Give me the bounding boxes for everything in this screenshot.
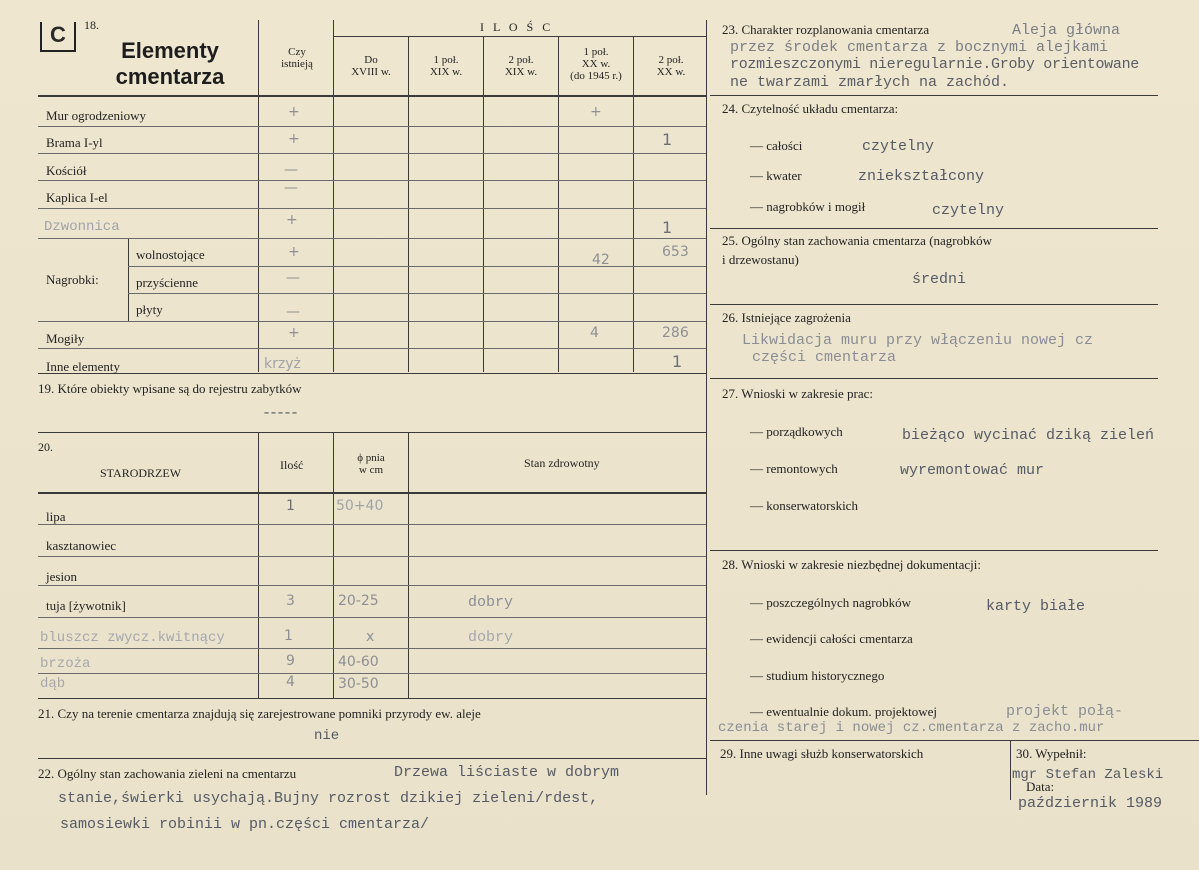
q23-text4: ne twarzami zmarłych na zachód. <box>730 74 1010 91</box>
box-letter: C <box>40 22 76 52</box>
row-c5-dzwonnica: 1 <box>662 218 673 237</box>
col-header-1: Do XVIII w. <box>351 54 391 78</box>
q20-header: STARODRZEW <box>100 466 182 480</box>
tree-health-bluszcz: dobry <box>468 629 514 646</box>
tree-count-lipa: 1 <box>286 498 295 514</box>
tree-diam-dab: 30-50 <box>338 676 379 692</box>
row-c4-mur: + <box>590 104 602 120</box>
q24-item2-value: zniekształcony <box>858 168 985 185</box>
mogily-exists: + <box>288 325 300 341</box>
q24-item2-label: — kwater <box>750 168 802 183</box>
q28-label: 28. Wnioski w zakresie niezbędnej dokumentacji: <box>722 557 981 572</box>
q28-item1-value: karty białe <box>986 598 1086 615</box>
tree-diam-bluszcz: x <box>366 629 375 645</box>
q22-text1: Drzewa liściaste w dobrym <box>394 764 620 781</box>
col-header-5: 2 poł. XX w. <box>656 54 686 78</box>
title-line1: Elementy <box>121 38 219 63</box>
q22-text3: samosiewki robinii w pn.części cmentarza/ <box>60 816 430 833</box>
q20-col-pnia: ϕ pnia w cm <box>357 452 385 476</box>
q21-label: 21. Czy na terenie cmentarza znajdują się zarejestrowane pomniki przyrody ew. aleje <box>38 706 481 721</box>
title-line2: cmentarza <box>115 64 225 89</box>
tree-name-bluszcz: bluszcz zwycz.kwitnący <box>40 630 225 646</box>
row-label-kosciol: Kościół <box>46 163 87 178</box>
section-number: 18. <box>84 18 99 32</box>
q23-text2: przez środek cmentarza z bocznymi alejkami <box>730 39 1109 56</box>
tree-count-tuja: 3 <box>286 593 295 609</box>
q26-text2: części cmentarza <box>752 349 897 366</box>
q20-col-stan: Stan zdrowotny <box>524 456 600 470</box>
q23-text1: Aleja główna <box>1012 22 1121 39</box>
row-label-brama: Brama I-yl <box>46 135 103 150</box>
q23-text3: rozmieszczonymi nieregularnie.Groby orientowane <box>730 56 1139 73</box>
q19-answer: ----- <box>262 405 298 422</box>
col-header-3: 2 poł. XIX w. <box>504 54 538 78</box>
q29-label: 29. Inne uwagi służb konserwatorskich <box>720 746 924 761</box>
tree-count-brzoza: 9 <box>286 653 295 669</box>
tree-diam-brzoza: 40-60 <box>338 654 379 670</box>
col-header-4: 1 poł. XX w. (do 1945 r.) <box>570 46 622 82</box>
row-exists-dzwonnica: + <box>286 212 298 228</box>
q28-item4-label: — ewentualnie dokum. projektowej <box>750 704 938 719</box>
q30-date-label: Data: <box>1026 779 1055 794</box>
nagrobki-przysc-label: przyścienne <box>136 275 199 290</box>
tree-diam-lipa: 50+40 <box>336 498 384 514</box>
section-title <box>100 38 240 90</box>
nagrobki-plyty-exists: — <box>286 304 300 320</box>
tree-count-dab: 4 <box>286 674 295 690</box>
q27-item1-value: bieżąco wycinać dziką zieleń <box>902 427 1155 444</box>
col-header-2: 1 poł. XIX w. <box>429 54 463 78</box>
tree-name-jesion: jesion <box>46 569 78 584</box>
nagrobki-wolno-c5: 653 <box>662 244 689 260</box>
nagrobki-wolno-label: wolnostojące <box>136 247 205 262</box>
row-exists-brama: + <box>288 131 300 147</box>
mogily-c5: 286 <box>662 325 689 341</box>
tree-health-tuja: dobry <box>468 594 514 611</box>
q23-label: 23. Charakter rozplanowania cmentarza <box>722 22 930 37</box>
q26-label: 26. Istniejące zagrożenia <box>722 310 851 325</box>
row-exists-kosciol: — <box>284 162 298 178</box>
q24-item3-value: czytelny <box>932 202 1005 219</box>
tree-diam-tuja: 20-25 <box>338 593 379 609</box>
row-c5-brama: 1 <box>662 130 673 149</box>
q28-item1-label: — poszczególnych nagrobków <box>750 595 912 610</box>
q30-label: 30. Wypełnił: <box>1016 746 1087 761</box>
q24-item1-value: czytelny <box>862 138 935 155</box>
q27-label: 27. Wnioski w zakresie prac: <box>722 386 874 401</box>
mogily-c4: 4 <box>590 325 599 341</box>
q24-item3-label: — nagrobków i mogił <box>750 199 866 214</box>
q20-col-ilosc: Ilość <box>280 458 304 472</box>
inne-label: Inne elementy <box>46 359 120 374</box>
q27-item3-label: — konserwatorskich <box>750 498 858 513</box>
tree-name-brzoza: brzoża <box>40 656 91 672</box>
nagrobki-wolno-c4: 42 <box>592 252 610 268</box>
q19-label: 19. Które obiekty wpisane są do rejestru zabytków <box>38 381 302 396</box>
q28-item3-label: — studium historycznego <box>750 668 885 683</box>
q27-item2-value: wyremontować mur <box>900 462 1045 479</box>
tree-name-dab: dąb <box>40 676 66 692</box>
q26-text1: Likwidacja muru przy włączeniu nowej cz <box>742 332 1094 349</box>
q27-item2-label: — remontowych <box>750 461 838 476</box>
nagrobki-przysc-exists: — <box>286 270 300 286</box>
q25-label2: i drzewostanu) <box>722 252 799 267</box>
tree-count-bluszcz: 1 <box>284 628 293 644</box>
q22-text2: stanie,świerki usychają.Bujny rozrost dzikiej zieleni/rdest, <box>58 790 599 807</box>
row-exists-mur: + <box>288 104 300 120</box>
q24-item1-label: — całości <box>750 138 803 153</box>
mogily-label: Mogiły <box>46 331 85 346</box>
q20-number: 20. <box>38 440 53 454</box>
nagrobki-label: Nagrobki: <box>46 272 99 287</box>
q28-continuation: czenia starej i nowej cz.cmentarza z zacho.mur <box>718 720 1105 736</box>
q24-label: 24. Czytelność układu cmentarza: <box>722 101 899 116</box>
q25-value: średni <box>912 271 967 288</box>
inne-c5: 1 <box>672 352 683 371</box>
row-exists-kaplica: — <box>284 180 298 196</box>
q22-label: 22. Ogólny stan zachowania zieleni na cmentarzu <box>38 766 297 781</box>
ilosc-header: I L O Ś C <box>480 20 554 34</box>
tree-name-tuja: tuja [żywotnik] <box>46 598 126 613</box>
tree-name-lipa: lipa <box>46 509 66 524</box>
tree-name-kasztanowiec: kasztanowiec <box>46 538 117 553</box>
row-label-kaplica: Kaplica I-el <box>46 190 108 205</box>
nagrobki-wolno-exists: + <box>288 244 300 260</box>
q28-item2-label: — ewidencji całości cmentarza <box>750 631 913 646</box>
q21-answer: nie <box>314 728 340 744</box>
q27-item1-label: — porządkowych <box>750 424 843 439</box>
q25-label1: 25. Ogólny stan zachowania cmentarza (nagrobków <box>722 233 993 248</box>
q30-date: październik 1989 <box>1018 795 1163 812</box>
nagrobki-plyty-label: płyty <box>136 302 163 317</box>
q30-name: mgr Stefan Zaleski <box>1012 767 1164 783</box>
inne-exists: krzyż <box>264 356 301 372</box>
col-exists-header: Czy istnieją <box>281 46 313 70</box>
row-label-dzwonnica: Dzwonnica <box>44 219 120 235</box>
row-label-mur: Mur ogrodzeniowy <box>46 108 147 123</box>
q28-item4-value: projekt połą- <box>1006 703 1124 720</box>
